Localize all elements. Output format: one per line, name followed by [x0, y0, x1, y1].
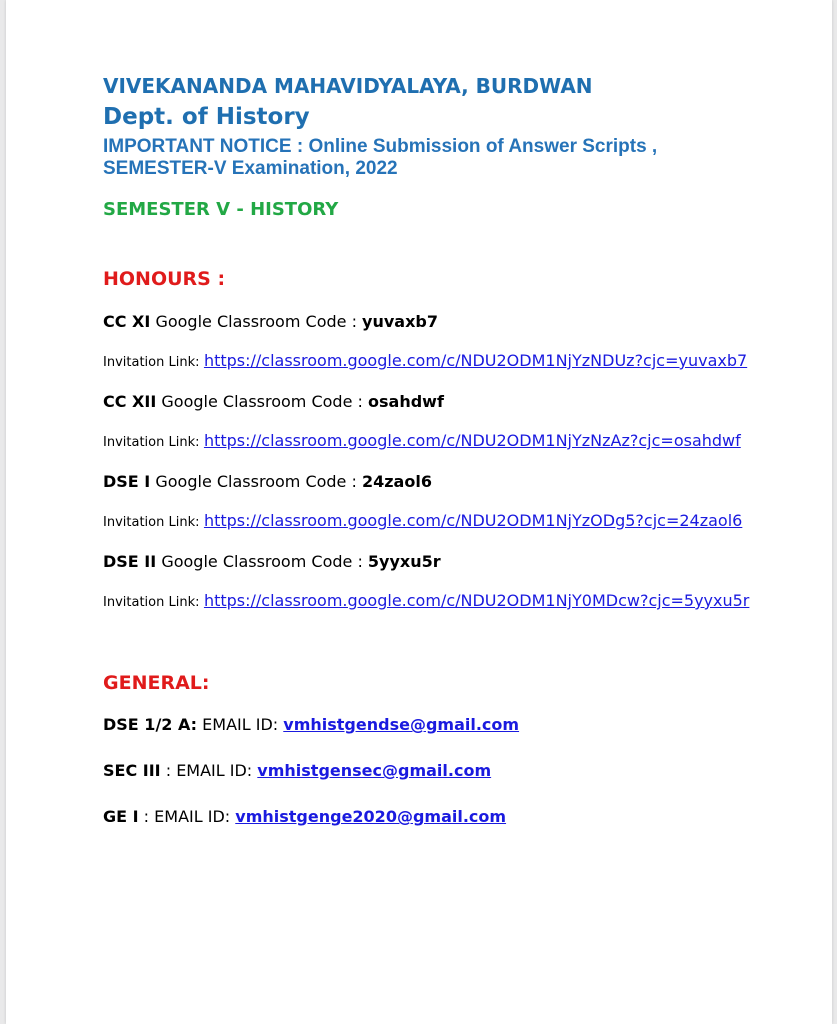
document-page: [6, 0, 832, 1024]
course-name: CC XII: [103, 392, 157, 411]
invite-row-dse-i: [103, 511, 742, 531]
invite-row-cc-xii: [103, 431, 741, 451]
email-label: EMAIL ID:: [202, 715, 279, 734]
invite-label: Invitation Link:: [103, 435, 200, 450]
general-heading: GENERAL:: [103, 672, 210, 694]
course-name: DSE 1/2 A:: [103, 715, 198, 734]
code-label: Google Classroom Code :: [155, 472, 357, 491]
course-name: GE I: [103, 807, 139, 826]
code-label: Google Classroom Code :: [161, 392, 363, 411]
email-label: EMAIL ID:: [154, 807, 231, 826]
invitation-link[interactable]: https://classroom.google.com/c/NDU2ODM1NjYzNzAz?cjc=osahdwf: [203, 431, 741, 450]
semester-heading: SEMESTER V - HISTORY: [103, 199, 339, 220]
general-row-dse: [103, 715, 519, 734]
classroom-code: osahdwf: [368, 392, 444, 411]
course-row-cc-xi: [103, 312, 438, 331]
course-row-dse-i: [103, 472, 432, 491]
classroom-code: 5yyxu5r: [367, 552, 441, 571]
code-label: Google Classroom Code :: [155, 312, 357, 331]
invite-label: Invitation Link:: [103, 595, 200, 610]
email-link[interactable]: vmhistgensec@gmail.com: [257, 761, 492, 780]
email-link[interactable]: vmhistgendse@gmail.com: [283, 715, 520, 734]
notice-line-1: IMPORTANT NOTICE : Online Submission of Answer Scripts ,: [103, 136, 658, 157]
course-name: CC XI: [103, 312, 151, 331]
course-row-cc-xii: [103, 392, 444, 411]
notice-line-2: SEMESTER-V Examination, 2022: [103, 158, 398, 179]
invitation-link[interactable]: https://classroom.google.com/c/NDU2ODM1NjY0MDcw?cjc=5yyxu5r: [203, 591, 750, 610]
email-label: EMAIL ID:: [176, 761, 253, 780]
invite-row-cc-xi: [103, 351, 747, 371]
college-name: VIVEKANANDA MAHAVIDYALAYA, BURDWAN: [103, 74, 593, 98]
invite-label: Invitation Link:: [103, 355, 200, 370]
course-row-dse-ii: [103, 552, 441, 571]
department-title: Dept. of History: [103, 104, 310, 130]
invitation-link[interactable]: https://classroom.google.com/c/NDU2ODM1NjYzODg5?cjc=24zaol6: [203, 511, 743, 530]
classroom-code: 24zaol6: [361, 472, 432, 491]
invite-row-dse-ii: [103, 591, 749, 611]
email-link[interactable]: vmhistgenge2020@gmail.com: [235, 807, 507, 826]
invite-label: Invitation Link:: [103, 515, 200, 530]
course-name: DSE II: [103, 552, 157, 571]
general-row-ge: GE I : EMAIL ID: vmhistgenge2020@gmail.com: [103, 807, 507, 826]
general-row-sec: SEC III : EMAIL ID: vmhistgensec@gmail.com: [103, 761, 492, 780]
code-label: Google Classroom Code :: [161, 552, 363, 571]
honours-heading: HONOURS :: [103, 268, 226, 290]
invitation-link[interactable]: https://classroom.google.com/c/NDU2ODM1NjYzNDUz?cjc=yuvaxb7: [203, 351, 748, 370]
classroom-code: yuvaxb7: [362, 312, 438, 331]
course-name: DSE I: [103, 472, 151, 491]
course-name: SEC III: [103, 761, 161, 780]
